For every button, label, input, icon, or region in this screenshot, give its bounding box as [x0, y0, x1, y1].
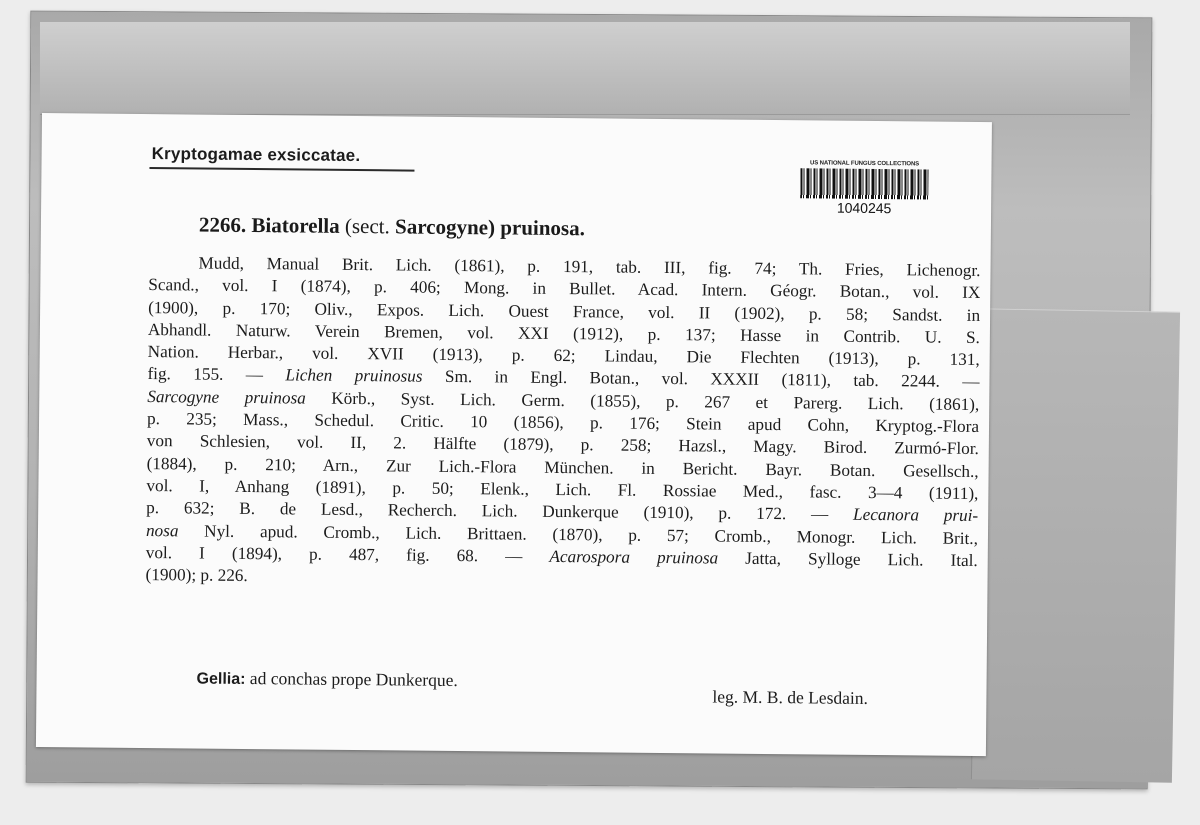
citation-text: Nation. Herbar., vol. XVII (1913), p. 62; Lindau, Die Flechten (1913), p. 131, — [147, 342, 980, 370]
citation-text: p. 632; B. de Lesd., Recherch. Lich. Dunkerque (1910), p. 172. — — [146, 498, 854, 525]
citation-text: p. 235; Mass., Schedul. Critic. 10 (1856), p. 176; Stein apud Cohn, Kryptog.-Flora — [146, 409, 980, 437]
locality — [196, 668, 457, 692]
citation-text: Abhandl. Naturw. Verein Bremen, vol. XXI (1912), p. 137; Hasse in Contrib. U. S. — [147, 319, 980, 347]
citation-text: von Schlesien, vol. II, 2. Hälfte (1879), p. 258; Hazsl., Magy. Birod. Zurmó-Flor. — [146, 431, 979, 459]
packet-top-flap — [40, 22, 1130, 115]
citation-text: Nyl. apud. Cromb., Lich. Brittaen. (1870), p. 57; Cromb., Monogr. Lich. Brit., — [178, 520, 979, 548]
barcode-header: US NATIONAL FUNGUS COLLECTIONS — [809, 160, 920, 168]
section-name: Sarcogyne) — [394, 214, 496, 240]
citation-text: (1900), p. 170; Oliv., Expos. Lich. Ouest France, vol. II (1902), p. 58; Sandst. in — [148, 297, 981, 325]
citation-text: vol. I (1894), p. 487, fig. 68. — — [145, 542, 550, 566]
taxon-name-italic: Acarospora pruinosa — [549, 546, 719, 568]
exsiccata-number: 2266. — [198, 212, 247, 237]
citation-text: Körb., Syst. Lich. Germ. (1855), p. 267 et Parerg. Lich. (1861), — [305, 388, 980, 414]
genus-name: Biatorella — [251, 213, 340, 238]
taxon-name-italic: Sarcogyne pruinosa — [147, 386, 306, 408]
species-epithet: pruinosa. — [500, 215, 586, 241]
citation-text: Sm. in Engl. Botan., vol. XXXII (1811), tab. 2244. — — [422, 367, 980, 392]
citation-text: fig. 155. — — [147, 364, 286, 385]
taxon-name-italic: nosa — [145, 520, 179, 540]
citation-text: Scand., vol. I (1874), p. 406; Mong. in Bullet. Acad. Intern. Géogr. Botan., vol. IX — [148, 275, 981, 303]
locality-text: ad conchas prope Dunkerque. — [245, 667, 458, 691]
barcode-icon — [800, 168, 928, 199]
taxon-name-italic: Lecanora prui- — [852, 505, 979, 526]
series-underline — [149, 167, 414, 172]
taxon-title — [199, 213, 585, 242]
taxon-name-italic: Lichen pruinosus — [285, 365, 423, 387]
packet-side-flap — [971, 308, 1180, 782]
citation-text: Mudd, Manual Brit. Lich. (1861), p. 191, tab. III, fig. 74; Th. Fries, Lichenogr. — [198, 253, 981, 281]
collector: leg. M. B. de Lesdain. — [712, 686, 869, 708]
citation-text: Jatta, Sylloge Lich. Ital. — [718, 548, 978, 570]
citation-text: (1884), p. 210; Arn., Zur Lich.-Flora München. in Bericht. Bayr. Botan. Gesellsch., — [146, 453, 979, 481]
citation-text: vol. I, Anhang (1891), p. 50; Elenk., Lich. Fl. Rossiae Med., fasc. 3—4 (1911), — [146, 475, 979, 503]
section-prefix: (sect. — [344, 213, 390, 239]
locality-label: Gellia: — [196, 670, 246, 688]
synonymy-text — [145, 252, 980, 594]
citation-text: (1900); p. 226. — [145, 565, 248, 586]
barcode-sticker — [793, 160, 936, 216]
series-title: Kryptogamae exsiccatae. — [151, 144, 361, 166]
specimen-label — [36, 113, 992, 756]
barcode-number: 1040245 — [836, 199, 892, 217]
